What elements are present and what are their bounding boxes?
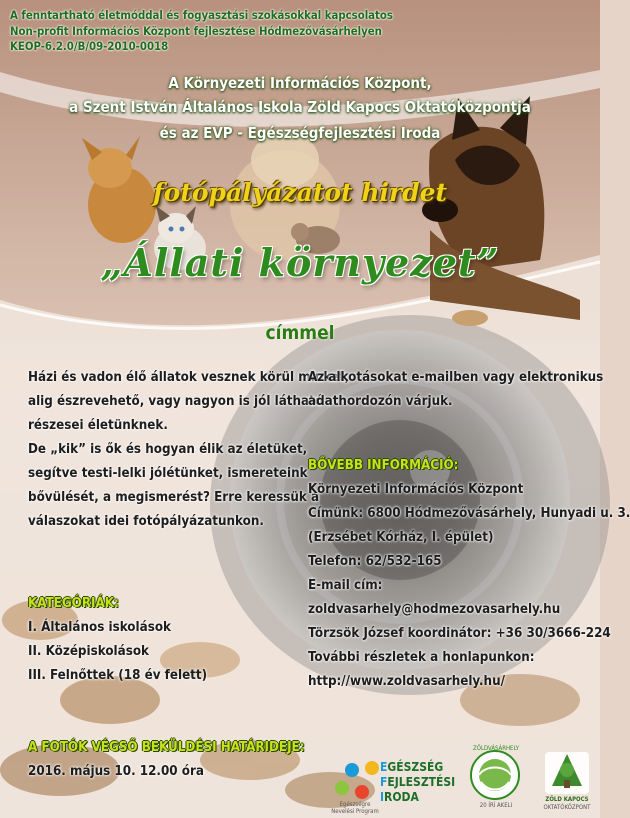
info-email-link[interactable]: zoldvasarhely@hodmezovasarhely.hu — [308, 602, 561, 617]
evp-line-1: GÉSZSÉG — [387, 760, 444, 774]
category-item: II. Középiskolások — [28, 644, 149, 659]
competition-title: „Állati környezet” — [100, 240, 500, 285]
organizer-line-3: és az EVP - Egészségfejlesztési Iroda — [159, 124, 441, 142]
info-more-label: További részletek a honlapunkon: — [308, 650, 535, 665]
zoldvasarhely-bottom-text: 20 ÍRÍ AKELI — [479, 802, 513, 809]
info-email-label: E-mail cím: — [308, 578, 383, 593]
header-line-2: Non-profit Információs Központ fejlesztése Hódmezővásárhelyen — [10, 24, 382, 38]
evp-logo-text — [380, 760, 455, 805]
zold-kapocs-line-2: OKTATÓKÖZPONT — [543, 804, 591, 811]
categories-block — [28, 592, 207, 688]
info-address-2: (Erzsébet Kórház, I. épület) — [308, 530, 494, 545]
zoldvasarhely-logo-art — [471, 751, 519, 799]
deadline-block — [28, 736, 305, 784]
intro-line: De „kik” is ők és hogyan élik az életüket, — [28, 442, 308, 457]
evp-f: F — [380, 775, 388, 789]
intro-line: segítve testi-lelki jólétünket, ismereteink — [28, 466, 308, 481]
evp-e: E — [380, 760, 388, 774]
intro-line: bővülését, a megismerést? Erre keressük a — [28, 490, 320, 505]
address-label: Címünk: — [308, 506, 364, 521]
header-line-3: KEOP-6.2.0/B/09-2010-0018 — [10, 40, 169, 53]
intro-text — [28, 366, 349, 534]
zold-kapocs-logo-art — [545, 752, 589, 794]
info-phone[interactable]: Telefon: 62/532-165 — [308, 554, 442, 569]
info-website-link[interactable]: http://www.zoldvasarhely.hu/ — [308, 674, 505, 689]
info-org: Környezeti Információs Központ — [308, 482, 524, 497]
info-coordinator: Törzsök József koordinátor: +36 30/3666-224 — [308, 626, 611, 641]
zold-kapocs-line-1: ZÖLD KAPOCS — [545, 796, 589, 803]
evp-i: I — [380, 790, 385, 804]
header-line-1: A fenntartható életmóddal és fogyasztási szokásokkal kapcsolatos — [10, 9, 393, 22]
deadline-heading: A FOTÓK VÉGSŐ BEKÜLDÉSI HATÁRIDEJE: — [28, 740, 305, 755]
address-value: 6800 Hódmezővásárhely, Hunyadi u. 3. — [367, 506, 630, 521]
subtitle: címmel — [265, 322, 335, 344]
category-item: III. Felnőttek (18 év felett) — [28, 668, 208, 683]
info-heading: BŐVEBB INFORMÁCIÓ: — [308, 458, 459, 473]
headline: fotópályázatot hirdet — [152, 178, 448, 207]
evp-small-text: Egészségre Nevelési Program — [331, 801, 379, 815]
organizer-line-2: a Szent István Általános Iskola Zöld Kapocs Oktatóközpontja — [69, 98, 531, 116]
categories-heading: KATEGÓRIÁK: — [28, 596, 119, 611]
submission-line: adathordozón várjuk. — [308, 394, 453, 409]
intro-line: Házi és vadon élő állatok vesznek körül minket, — [28, 370, 350, 385]
organizer-line-1: A Környezeti Információs Központ, — [168, 74, 432, 92]
intro-line: válaszokat idei fotópályázatunkon. — [28, 514, 264, 529]
info-block — [308, 454, 630, 694]
intro-line: részesei életünknek. — [28, 418, 168, 433]
info-address — [308, 502, 630, 526]
category-item: I. Általános iskolások — [28, 620, 171, 635]
deadline-date: 2016. május 10. 12.00 óra — [28, 764, 204, 779]
submission-text — [308, 366, 603, 414]
project-header — [10, 8, 450, 55]
intro-line: alig észrevehető, vagy nagyon is jól látható — [28, 394, 324, 409]
evp-line-2: EJLESZTÉSI — [387, 775, 456, 789]
zoldvasarhely-top-text: ZÖLDVÁSÁRHELY — [473, 745, 519, 752]
submission-line: Az alkotásokat e-mailben vagy elektronikus — [308, 370, 604, 385]
evp-line-3: RODA — [384, 790, 419, 804]
